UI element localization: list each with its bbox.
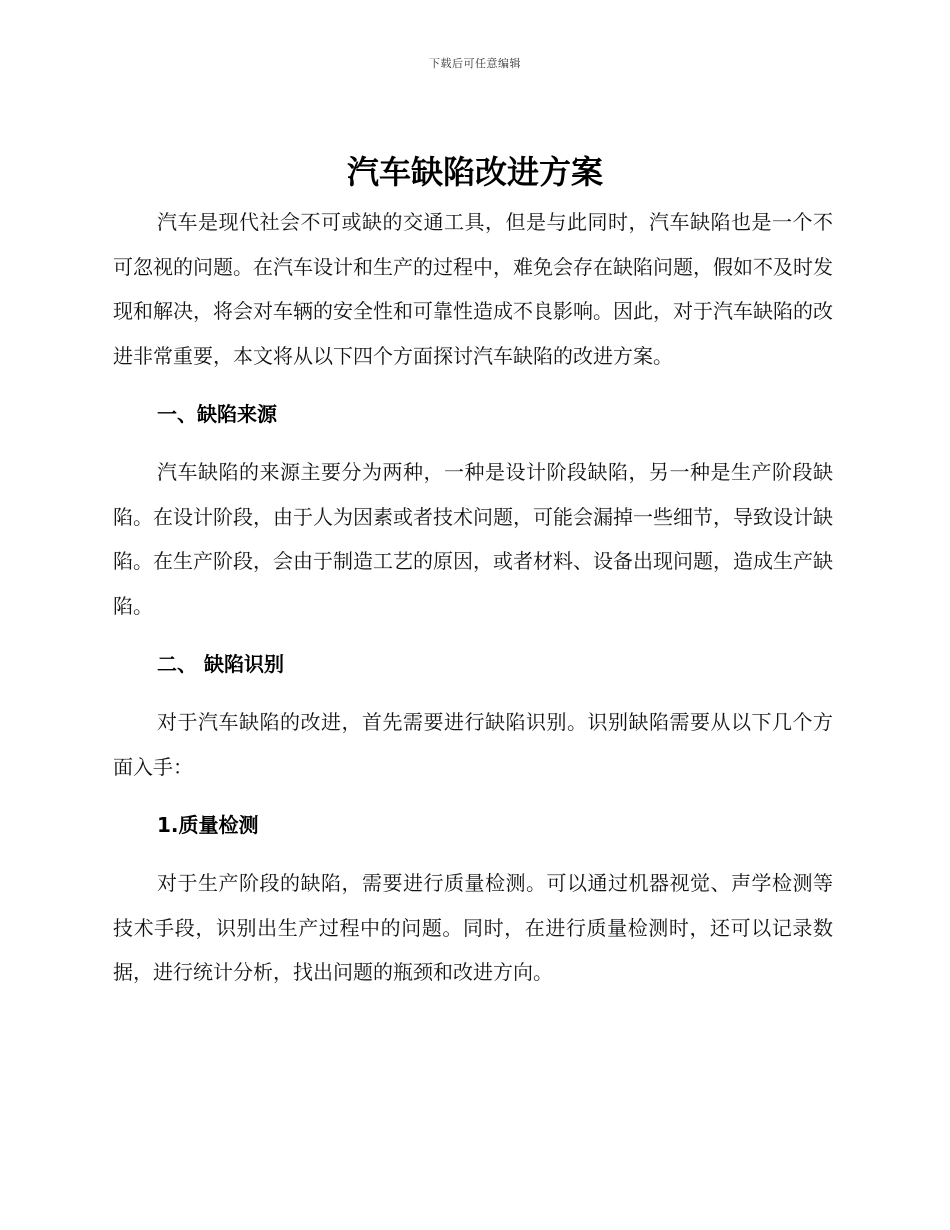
section-heading-quality-inspection: 1.质量检测	[157, 813, 259, 837]
section-heading-defect-source: 一、缺陷来源	[157, 402, 277, 426]
section-paragraph-defect-identification: 对于汽车缺陷的改进，首先需要进行缺陷识别。识别缺陷需要从以下几个方面入手：	[113, 710, 833, 779]
section-paragraph-quality-inspection: 对于生产阶段的缺陷，需要进行质量检测。可以通过机器视觉、声学检测等技术手段，识别出生产过程中的问题。同时，在进行质量检测时，还可以记录数据，进行统计分析，找出问题的瓶颈和改进方向。	[113, 871, 833, 984]
section-paragraph-defect-source: 汽车缺陷的来源主要分为两种，一种是设计阶段缺陷，另一种是生产阶段缺陷。在设计阶段，由于人为因素或者技术问题，可能会漏掉一些细节，导致设计缺陷。在生产阶段，会由于制造工艺的原因，或者材料、设备出现问题，造成生产缺陷。	[113, 460, 833, 618]
document-title: 汽车缺陷改进方案	[346, 153, 603, 191]
header-note: 下载后可任意编辑	[429, 57, 521, 70]
document-body	[113, 200, 833, 995]
section-heading-defect-identification: 二、 缺陷识别	[157, 652, 284, 676]
intro-paragraph: 汽车是现代社会不可或缺的交通工具，但是与此同时，汽车缺陷也是一个不可忽视的问题。在汽车设计和生产的过程中，难免会存在缺陷问题，假如不及时发现和解决，将会对车辆的安全性和可靠性造成不良影响。因此，对于汽车缺陷的改进非常重要，本文将从以下四个方面探讨汽车缺陷的改进方案。	[113, 210, 833, 368]
